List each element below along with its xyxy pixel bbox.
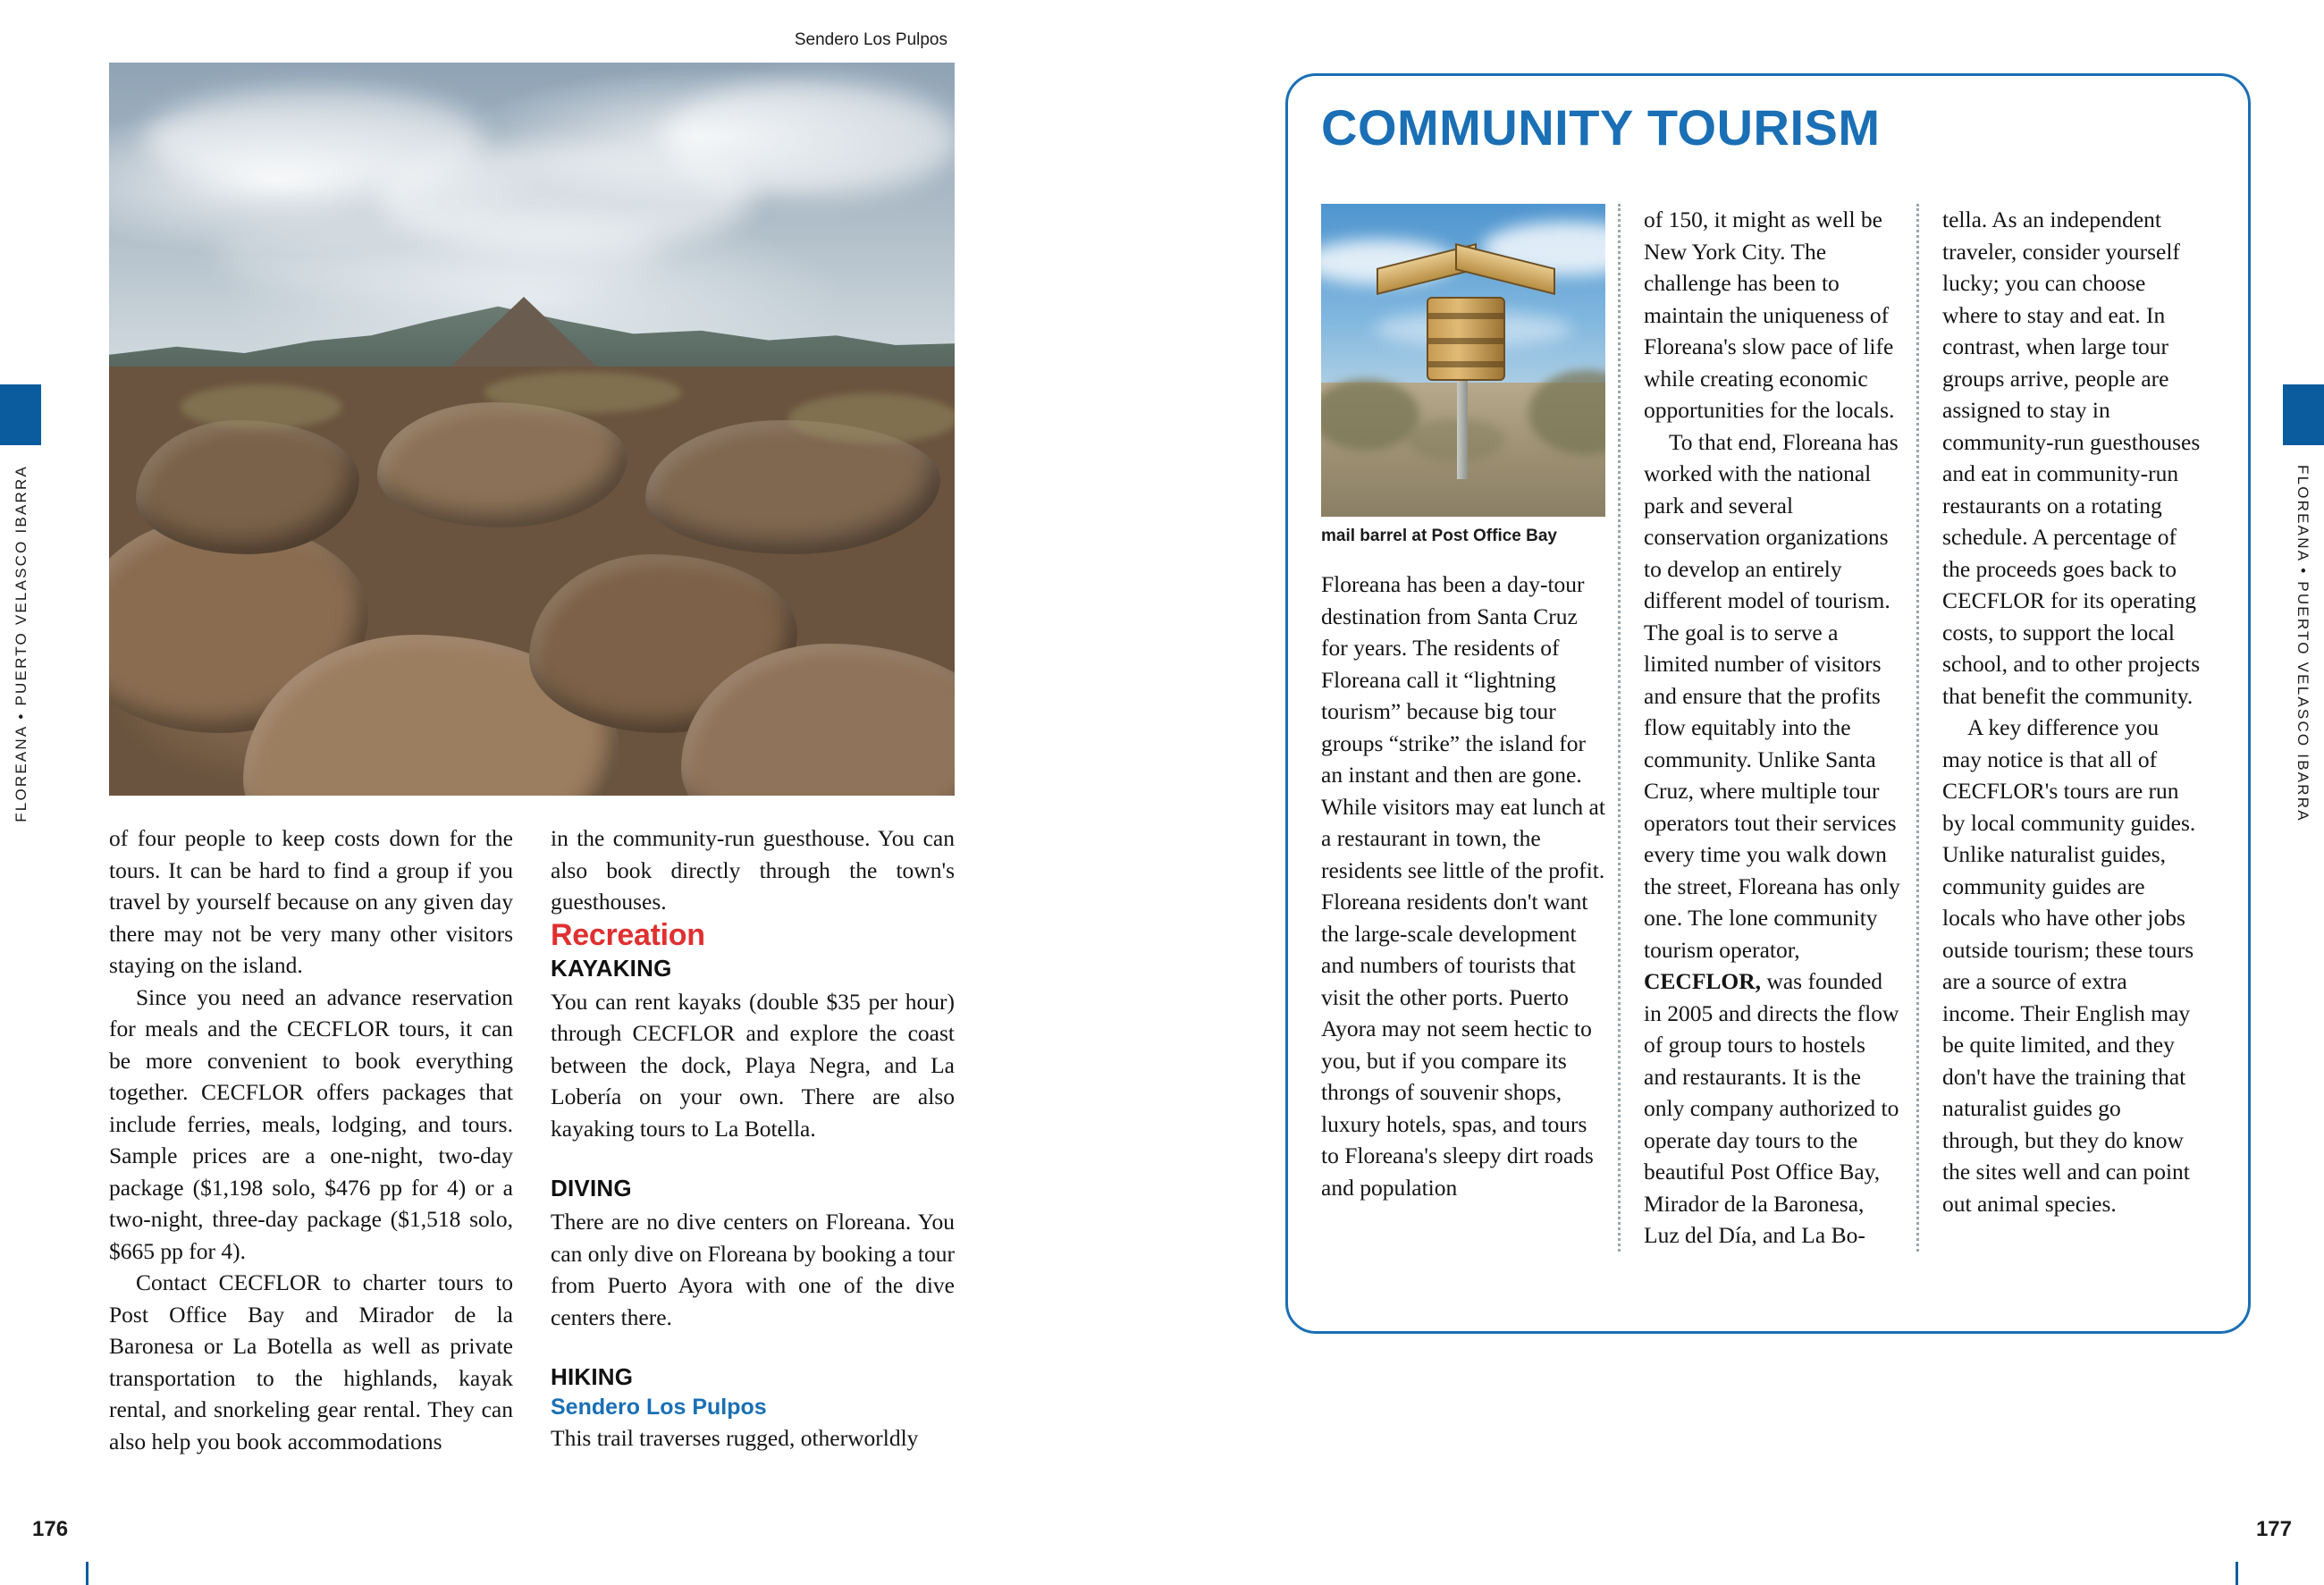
sidebar-column-1 xyxy=(1321,204,1618,1252)
paragraph: tella. As an independent traveler, consider yourself lucky; you can choose where to stay and eat. In contrast, when large tour groups arrive, people are assigned to stay in community-run guesthouses and eat in community-run restaurants on a rotating schedule. A percentage of the proceeds goes back to CECFLOR for its operating costs, to support the local school, and to other projects that benefit the community. xyxy=(1942,207,2201,709)
barrel-band xyxy=(1428,361,1503,367)
sidebar-title: COMMUNITY TOURISM xyxy=(1321,99,1881,156)
barrel-band xyxy=(1428,313,1503,319)
text-after-bold: was founded in 2005 and directs the flow of group tours to hostels and restaurants. It is the only company authorized to operate day tours to the beautiful Post Office Bay, Mirador de la Baronesa, Luz del Día, and La Bo- xyxy=(1644,968,1899,1248)
paragraph: This trail traverses rugged, otherworldly xyxy=(551,1425,919,1451)
shrub xyxy=(1407,418,1505,461)
paragraph-with-operator-name xyxy=(1644,426,1904,1252)
page-number-left: 176 xyxy=(32,1517,69,1541)
paragraph: There are no dive centers on Floreana. You can only dive on Floreana by booking a tour from Puerto Ayora with one of the dive centers there. xyxy=(551,1209,955,1330)
operator-name: CECFLOR, xyxy=(1644,968,1762,994)
lava-field-image xyxy=(109,63,955,796)
left-page-edge-tab xyxy=(0,384,41,445)
left-column-2 xyxy=(551,822,955,1457)
paragraph: Floreana has been a day-tour destination from Santa Cruz for years. The residents of Floreana call it “lightning tourism” because big tour groups “strike” the island for an instant and then are gone. While visitors may eat lunch at a restaurant in town, the residents see little of the profit. Floreana residents don't want the large-scale development and numbers of tourists that visit the other ports. Puerto Ayora may not seem hectic to you, but if you compare its throngs of souvenir shops, luxury hotels, spas, and tours to Floreana's sleepy dirt roads and population xyxy=(1321,571,1605,1201)
mail-barrel xyxy=(1427,297,1505,381)
dry-scrub xyxy=(181,384,341,429)
folio-rule-left xyxy=(86,1562,88,1585)
right-page-edge-tab xyxy=(2283,384,2324,445)
cloud-shape xyxy=(216,215,663,295)
volcano-cone xyxy=(442,297,606,375)
paragraph: of four people to keep costs down for the tours. It can be hard to find a group if you travel by yourself because on any given day there may not be very many other visitors staying on the island. xyxy=(109,825,513,978)
dry-scrub xyxy=(484,372,681,413)
paragraph: in the community-run guesthouse. You can also book directly through the town's guesthouses. xyxy=(551,825,955,915)
paragraph: of 150, it might as well be New York City. The challenge has been to maintain the uniqueness of Floreana's slow pace of life while creating economic opportunities for the locals. xyxy=(1644,207,1895,423)
trail-name-heading: Sendero Los Pulpos xyxy=(551,1395,767,1420)
cloud-shape xyxy=(663,80,955,197)
left-text-columns xyxy=(109,822,955,1457)
page-number-right: 177 xyxy=(2255,1517,2292,1541)
dry-scrub xyxy=(788,393,955,443)
sendero-los-pulpos-photo xyxy=(109,30,955,796)
left-column-1 xyxy=(109,822,513,1457)
sidebar-photo-caption: mail barrel at Post Office Bay xyxy=(1321,527,1557,545)
barrel-band xyxy=(1428,338,1503,344)
paragraph: Since you need an advance reservation for meals and the CECFLOR tours, it can be more convenient to book everything together. CECFLOR offers packages that include ferries, meals, lodging, and tours. Sample prices are a one-night, two-day package ($1,198 solo, $476 pp for 4) or a two-night, three-day package ($1,518 solo, $665 pp for 4). xyxy=(109,983,513,1264)
section-heading-recreation: Recreation xyxy=(551,917,705,952)
subsection-heading-kayaking: KAYAKING xyxy=(551,954,672,982)
sidebar-column-2 xyxy=(1618,204,1916,1252)
subsection-heading-hiking: HIKING xyxy=(551,1363,634,1390)
sidebar-column-3 xyxy=(1916,204,2215,1252)
paragraph: A key difference you may notice is that all of CECFLOR's tours are run by local community guides. Unlike naturalist guides, community guides are locals who have other jobs outside tourism; these tours are a source of extra income. Their English may be quite limited, and they don't have the training that naturalist guides go through, but they do know the sites well and can point out animal species. xyxy=(1942,714,2196,1217)
paragraph: Contact CECFLOR to charter tours to Post Office Bay and Mirador de la Baronesa or La Botella as well as private transportation to the highlands, kayak rental, and snorkeling gear rental. They can also help you book accommodations xyxy=(109,1269,513,1454)
right-running-head: FLOREANA • PUERTO VELASCO IBARRA xyxy=(2295,465,2311,822)
left-running-head: FLOREANA • PUERTO VELASCO IBARRA xyxy=(13,465,29,822)
subsection-heading-diving: DIVING xyxy=(551,1175,632,1201)
paragraph: You can rent kayaks (double $35 per hour) through CECFLOR and explore the coast between the dock, Playa Negra, and La Lobería on your own. There are also kayaking tours to La Botella. xyxy=(551,988,955,1142)
lava-rock xyxy=(136,420,359,554)
lava-rock xyxy=(377,402,627,527)
text-before-bold: To that end, Floreana has worked with the national park and several conservation organizations to develop an entirely different model of tourism. The goal is to serve a limited number of visitors and ensure that the profits flow equitably into the community. Unlike Santa Cruz, where multiple tour operators tout their services every time you walk down the street, Floreana has only one. The lone community tourism operator, xyxy=(1644,428,1900,963)
mail-barrel-photo xyxy=(1321,204,1605,517)
folio-rule-right xyxy=(2236,1562,2238,1585)
lava-terrain xyxy=(109,367,955,796)
photo-caption-left: Sendero Los Pulpos xyxy=(786,29,955,54)
sidebar-columns xyxy=(1321,204,2215,1252)
